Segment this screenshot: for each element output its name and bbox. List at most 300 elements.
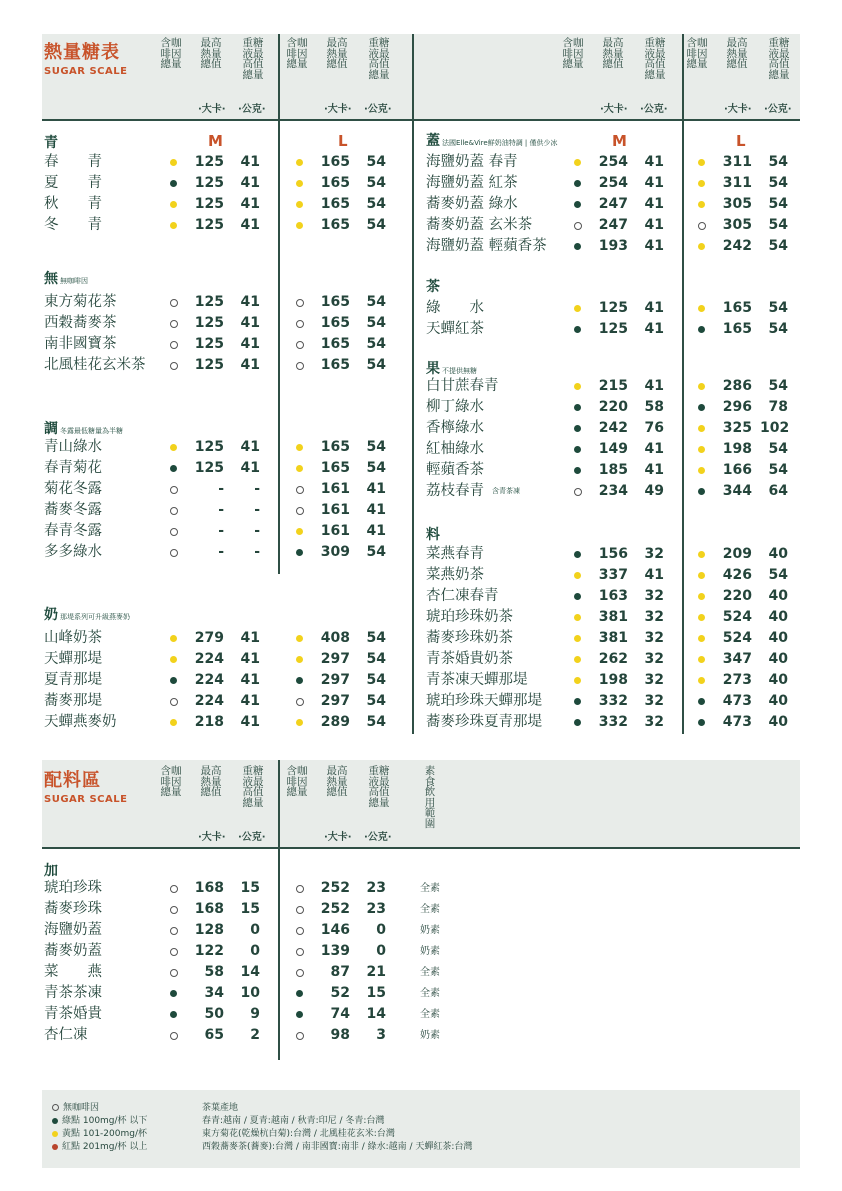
row-name: 海鹽奶蓋 bbox=[44, 922, 102, 938]
col-head-caffeine: 含咖啡因總量 bbox=[160, 765, 182, 798]
caffeine-dot-m bbox=[574, 383, 581, 390]
kcal-m: 149 bbox=[598, 441, 628, 457]
row-name: 菊花冬露 bbox=[44, 481, 102, 497]
sugar-m: 41 bbox=[644, 154, 664, 170]
row-name: 冬 青 bbox=[44, 217, 102, 233]
sugar-m: 41 bbox=[240, 630, 260, 646]
kcal-m: 34 bbox=[204, 985, 224, 1001]
sugar-m: 41 bbox=[240, 217, 260, 233]
diet-type: 奶素 bbox=[420, 1030, 440, 1041]
section-note: 冬露最低糖量為半糖 bbox=[60, 427, 123, 435]
section-title bbox=[426, 524, 440, 544]
row-name: 秋 青 bbox=[44, 196, 102, 212]
sugar-l: 64 bbox=[768, 483, 788, 499]
row-name: 琥珀珍珠奶茶 bbox=[426, 609, 513, 625]
unit-gram: ·公克· bbox=[238, 104, 266, 115]
kcal-m: - bbox=[218, 481, 224, 497]
table-row bbox=[0, 152, 842, 173]
caffeine-dot-m bbox=[170, 528, 178, 536]
sugar-l: 54 bbox=[768, 378, 788, 394]
row-name: 琥珀珍珠 bbox=[44, 880, 102, 896]
sugar-m: 10 bbox=[240, 985, 260, 1001]
table-row bbox=[0, 670, 842, 691]
row-name: 南非國寶茶 bbox=[44, 336, 117, 352]
sugar-m: 41 bbox=[240, 460, 260, 476]
caffeine-dot-l bbox=[296, 906, 304, 914]
kcal-l: 524 bbox=[722, 630, 752, 646]
sugar-l: 54 bbox=[366, 196, 386, 212]
kcal-m: 125 bbox=[194, 460, 224, 476]
kcal-m: 247 bbox=[598, 196, 628, 212]
col-head-sugar: 重糖液最高值總量 bbox=[242, 765, 264, 809]
row-name: 天蟬那堤 bbox=[44, 651, 102, 667]
col-head-caffeine: 含咖啡因總量 bbox=[686, 37, 708, 70]
kcal-m: - bbox=[218, 502, 224, 518]
row-name: 青茶婚貴 bbox=[44, 1006, 102, 1022]
caffeine-dot-m bbox=[574, 243, 581, 250]
kcal-l: 242 bbox=[722, 238, 752, 254]
sugar-m: 41 bbox=[644, 217, 664, 233]
row-name: 蕎麥珍珠 bbox=[44, 901, 102, 917]
sugar-l: 41 bbox=[366, 523, 386, 539]
legend-text: 紅點 201mg/杯 以上 bbox=[62, 1142, 148, 1152]
row-name: 青茶茶凍 bbox=[44, 985, 102, 1001]
sugar-l: 102 bbox=[760, 420, 790, 436]
caffeine-dot-l bbox=[698, 572, 705, 579]
legend-dot-y bbox=[52, 1131, 58, 1137]
legend-item bbox=[52, 1141, 147, 1154]
caffeine-dot-l bbox=[698, 305, 705, 312]
row-name: 北風桂花玄米茶 bbox=[44, 357, 146, 373]
caffeine-dot-l bbox=[698, 719, 705, 726]
sugar-l: 40 bbox=[768, 714, 788, 730]
row-name: 天蟬紅茶 bbox=[426, 321, 484, 337]
kcal-m: 156 bbox=[598, 546, 628, 562]
kcal-l: 209 bbox=[722, 546, 752, 562]
kcal-m: 125 bbox=[194, 439, 224, 455]
kcal-m: 168 bbox=[194, 901, 224, 917]
row-note: 含青茶凍 bbox=[492, 487, 520, 495]
table-row bbox=[0, 628, 842, 649]
kcal-l: 161 bbox=[320, 523, 350, 539]
kcal-l: 87 bbox=[330, 964, 350, 980]
sugar-l: 41 bbox=[366, 481, 386, 497]
kcal-l: 297 bbox=[320, 693, 350, 709]
table-row bbox=[0, 649, 842, 670]
sugar-m: 15 bbox=[240, 901, 260, 917]
kcal-m: 125 bbox=[194, 217, 224, 233]
kcal-m: 163 bbox=[598, 588, 628, 604]
kcal-m: 125 bbox=[194, 196, 224, 212]
caffeine-dot-l bbox=[296, 948, 304, 956]
row-name: 杏仁凍春青 bbox=[426, 588, 499, 604]
sugar-m: 41 bbox=[240, 714, 260, 730]
kcal-m: 193 bbox=[598, 238, 628, 254]
diet-type: 奶素 bbox=[420, 946, 440, 957]
sugar-l: 54 bbox=[366, 672, 386, 688]
sugar-m: 41 bbox=[644, 321, 664, 337]
sugar-l: 3 bbox=[376, 1027, 386, 1043]
sugar-m: 41 bbox=[240, 672, 260, 688]
col-head-sugar: 重糖液最高值總量 bbox=[368, 37, 390, 81]
row-name: 琥珀珍珠天蟬那堤 bbox=[426, 693, 542, 709]
kcal-m: 224 bbox=[194, 672, 224, 688]
row-name: 青茶凍天蟬那堤 bbox=[426, 672, 528, 688]
section-title: 青 bbox=[44, 135, 58, 151]
kcal-m: 125 bbox=[194, 336, 224, 352]
caffeine-dot-l bbox=[296, 362, 304, 370]
row-name: 春青菊花 bbox=[44, 460, 102, 476]
kcal-l: 165 bbox=[320, 294, 350, 310]
legend-item bbox=[52, 1102, 147, 1115]
kcal-m: 58 bbox=[204, 964, 224, 980]
caffeine-dot-m bbox=[574, 656, 581, 663]
caffeine-dot-m bbox=[574, 719, 581, 726]
row-name: 青山綠水 bbox=[44, 439, 102, 455]
legend-text: 綠點 100mg/杯 以下 bbox=[62, 1116, 148, 1126]
unit-kcal: ·大卡· bbox=[324, 104, 352, 115]
kcal-m: 215 bbox=[598, 378, 628, 394]
table-row bbox=[0, 899, 842, 920]
caffeine-dot-l bbox=[698, 201, 705, 208]
sugar-m: 32 bbox=[644, 588, 664, 604]
caffeine-dot-m bbox=[170, 969, 178, 977]
sugar-l: 54 bbox=[366, 154, 386, 170]
unit-gram: ·公克· bbox=[764, 104, 792, 115]
size-label-l: L bbox=[736, 132, 746, 150]
sugar-l: 54 bbox=[366, 336, 386, 352]
caffeine-dot-l bbox=[296, 507, 304, 515]
kcal-l: 161 bbox=[320, 502, 350, 518]
section-char: 調 bbox=[44, 421, 58, 437]
row-name: 荔枝春青 bbox=[426, 483, 484, 499]
sugar-l: 54 bbox=[366, 651, 386, 667]
table-row bbox=[0, 878, 842, 899]
row-name: 蕎麥奶蓋 bbox=[44, 943, 102, 959]
kcal-m: 332 bbox=[598, 693, 628, 709]
kcal-l: 139 bbox=[320, 943, 350, 959]
kcal-m: 125 bbox=[194, 294, 224, 310]
kcal-m: 254 bbox=[598, 175, 628, 191]
kcal-l: 165 bbox=[722, 300, 752, 316]
kcal-l: 98 bbox=[330, 1027, 350, 1043]
kcal-l: 165 bbox=[320, 217, 350, 233]
col-head-kcal: 最高熱量總值 bbox=[602, 37, 624, 70]
kcal-m: 234 bbox=[598, 483, 628, 499]
kcal-l: 252 bbox=[320, 901, 350, 917]
row-name: 蕎麥那堤 bbox=[44, 693, 102, 709]
sugar-l: 54 bbox=[768, 462, 788, 478]
kcal-m: 337 bbox=[598, 567, 628, 583]
kcal-m: 254 bbox=[598, 154, 628, 170]
row-name: 夏 青 bbox=[44, 175, 102, 191]
sugar-m: - bbox=[254, 481, 260, 497]
unit-gram: ·公克· bbox=[364, 104, 392, 115]
caffeine-dot-m bbox=[170, 362, 178, 370]
header-rule bbox=[42, 119, 800, 121]
kcal-m: 168 bbox=[194, 880, 224, 896]
kcal-m: 128 bbox=[194, 922, 224, 938]
caffeine-dot-m bbox=[574, 635, 581, 642]
sugar-l: 54 bbox=[768, 175, 788, 191]
kcal-l: 146 bbox=[320, 922, 350, 938]
row-name: 海鹽奶蓋 春青 bbox=[426, 154, 518, 170]
table-row bbox=[0, 397, 842, 418]
sugar-m: 41 bbox=[240, 175, 260, 191]
kcal-l: 252 bbox=[320, 880, 350, 896]
kcal-l: 305 bbox=[722, 217, 752, 233]
kcal-l: 347 bbox=[722, 651, 752, 667]
caffeine-dot-l bbox=[698, 326, 705, 333]
sugar-m: 41 bbox=[644, 196, 664, 212]
sugar-m: 32 bbox=[644, 672, 664, 688]
caffeine-dot-l bbox=[698, 180, 705, 187]
toppings-subtitle: SUGAR SCALE bbox=[44, 794, 128, 805]
caffeine-dot-l bbox=[698, 404, 705, 411]
kcal-l: 524 bbox=[722, 609, 752, 625]
row-name: 菜燕春青 bbox=[426, 546, 484, 562]
sugar-m: - bbox=[254, 502, 260, 518]
sugar-l: 54 bbox=[366, 294, 386, 310]
row-name: 海鹽奶蓋 輕蘋香茶 bbox=[426, 238, 547, 254]
unit-gram: ·公克· bbox=[364, 832, 392, 843]
row-name: 山峰奶茶 bbox=[44, 630, 102, 646]
col-head-caffeine: 含咖啡因總量 bbox=[286, 37, 308, 70]
kcal-l: 344 bbox=[722, 483, 752, 499]
caffeine-dot-l bbox=[698, 446, 705, 453]
table-row bbox=[0, 941, 842, 962]
caffeine-dot-l bbox=[296, 528, 303, 535]
sugar-m: 32 bbox=[644, 630, 664, 646]
sugar-m: 41 bbox=[644, 441, 664, 457]
kcal-l: 289 bbox=[320, 714, 350, 730]
legend-item bbox=[52, 1128, 147, 1141]
kcal-m: 220 bbox=[598, 399, 628, 415]
caffeine-dot-l bbox=[698, 243, 705, 250]
kcal-m: 198 bbox=[598, 672, 628, 688]
sugar-l: 15 bbox=[366, 985, 386, 1001]
caffeine-dot-m bbox=[170, 906, 178, 914]
kcal-l: 52 bbox=[330, 985, 350, 1001]
sugar-m: 41 bbox=[240, 196, 260, 212]
diet-type: 全素 bbox=[420, 1009, 440, 1020]
kcal-l: 165 bbox=[320, 175, 350, 191]
row-name: 春青冬露 bbox=[44, 523, 102, 539]
table-row bbox=[0, 544, 842, 565]
sugar-m: 41 bbox=[240, 315, 260, 331]
kcal-m: 122 bbox=[194, 943, 224, 959]
kcal-m: 50 bbox=[204, 1006, 224, 1022]
kcal-m: 224 bbox=[194, 693, 224, 709]
caffeine-dot-l bbox=[698, 593, 705, 600]
legend-text: 無咖啡因 bbox=[63, 1103, 100, 1113]
kcal-m: 218 bbox=[194, 714, 224, 730]
sugar-l: 54 bbox=[768, 321, 788, 337]
unit-kcal: ·大卡· bbox=[198, 832, 226, 843]
table-row bbox=[0, 439, 842, 460]
section-char: 果 bbox=[426, 361, 440, 377]
sugar-m: 41 bbox=[240, 357, 260, 373]
table-row bbox=[0, 355, 842, 376]
kcal-l: 296 bbox=[722, 399, 752, 415]
sugar-l: 54 bbox=[366, 714, 386, 730]
kcal-l: 297 bbox=[320, 651, 350, 667]
table-row bbox=[0, 920, 842, 941]
kcal-l: 165 bbox=[320, 439, 350, 455]
sugar-l: 54 bbox=[366, 630, 386, 646]
row-name: 春 青 bbox=[44, 154, 102, 170]
kcal-m: 381 bbox=[598, 630, 628, 646]
table-row bbox=[0, 691, 842, 712]
sugar-l: 40 bbox=[768, 651, 788, 667]
unit-gram: ·公克· bbox=[238, 832, 266, 843]
sugar-l: 40 bbox=[768, 588, 788, 604]
sugar-m: 32 bbox=[644, 651, 664, 667]
sugar-m: 32 bbox=[644, 714, 664, 730]
kcal-l: 309 bbox=[320, 544, 350, 560]
table-row bbox=[0, 565, 842, 586]
caffeine-dot-l bbox=[296, 885, 304, 893]
header-band-toppings bbox=[42, 760, 800, 848]
caffeine-dot-m bbox=[574, 614, 581, 621]
sugar-m: 41 bbox=[644, 462, 664, 478]
caffeine-dot-m bbox=[574, 222, 582, 230]
kcal-l: 220 bbox=[722, 588, 752, 604]
kcal-l: 165 bbox=[320, 315, 350, 331]
caffeine-dot-m bbox=[170, 1032, 178, 1040]
sugar-m: 76 bbox=[644, 420, 664, 436]
legend-text: 黃點 101-200mg/杯 bbox=[62, 1129, 147, 1139]
row-name: 多多綠水 bbox=[44, 544, 102, 560]
sugar-m: 0 bbox=[250, 943, 260, 959]
caffeine-dot-m bbox=[574, 446, 581, 453]
row-name: 蕎麥奶蓋 玄米茶 bbox=[426, 217, 533, 233]
kcal-l: 286 bbox=[722, 378, 752, 394]
legend-dot-r bbox=[52, 1144, 58, 1150]
sugar-m: 41 bbox=[644, 238, 664, 254]
kcal-m: - bbox=[218, 523, 224, 539]
table-row bbox=[0, 481, 842, 502]
sugar-l: 54 bbox=[366, 693, 386, 709]
section-char: 蓋 bbox=[426, 133, 440, 149]
legend-item bbox=[52, 1115, 147, 1128]
sugar-m: 15 bbox=[240, 880, 260, 896]
caffeine-dot-m bbox=[574, 326, 581, 333]
sugar-m: 2 bbox=[250, 1027, 260, 1043]
toppings-header-rule bbox=[42, 847, 800, 849]
row-name: 柳丁綠水 bbox=[426, 399, 484, 415]
sugar-l: 54 bbox=[366, 175, 386, 191]
section-char: 無 bbox=[44, 271, 58, 287]
sugar-l: 54 bbox=[768, 154, 788, 170]
sugar-l: 54 bbox=[768, 300, 788, 316]
sugar-m: 41 bbox=[240, 439, 260, 455]
sugar-l: 41 bbox=[366, 502, 386, 518]
sugar-l: 40 bbox=[768, 693, 788, 709]
page-title: 熱量糖表 bbox=[44, 42, 120, 63]
section-char: 茶 bbox=[426, 279, 440, 295]
sugar-l: 40 bbox=[768, 672, 788, 688]
sugar-l: 54 bbox=[768, 217, 788, 233]
caffeine-dot-m bbox=[574, 180, 581, 187]
sugar-m: 58 bbox=[644, 399, 664, 415]
caffeine-dot-m bbox=[170, 1011, 177, 1018]
kcal-m: 332 bbox=[598, 714, 628, 730]
row-name: 蕎麥奶蓋 綠水 bbox=[426, 196, 518, 212]
row-name: 蕎麥珍珠夏青那堤 bbox=[426, 714, 542, 730]
col-head-kcal: 最高熱量總值 bbox=[726, 37, 748, 70]
caffeine-dot-l bbox=[698, 698, 705, 705]
kcal-l: 165 bbox=[320, 336, 350, 352]
table-row bbox=[0, 983, 842, 1004]
row-name: 白甘蔗春青 bbox=[426, 378, 499, 394]
kcal-l: 311 bbox=[722, 175, 752, 191]
sugar-l: 0 bbox=[376, 943, 386, 959]
table-row bbox=[0, 586, 842, 607]
table-row bbox=[0, 1025, 842, 1046]
caffeine-dot-m bbox=[170, 927, 178, 935]
row-name: 菜燕奶茶 bbox=[426, 567, 484, 583]
table-row bbox=[0, 236, 842, 257]
caffeine-dot-m bbox=[574, 404, 581, 411]
caffeine-dot-m bbox=[574, 467, 581, 474]
sugar-l: 40 bbox=[768, 546, 788, 562]
kcal-m: 125 bbox=[194, 315, 224, 331]
sugar-l: 54 bbox=[768, 238, 788, 254]
table-row bbox=[0, 376, 842, 397]
caffeine-dot-l bbox=[296, 969, 304, 977]
kcal-m: 125 bbox=[598, 321, 628, 337]
sugar-l: 14 bbox=[366, 1006, 386, 1022]
kcal-m: 185 bbox=[598, 462, 628, 478]
kcal-m: 125 bbox=[194, 175, 224, 191]
caffeine-dot-m bbox=[574, 677, 581, 684]
kcal-l: 198 bbox=[722, 441, 752, 457]
sugar-l: 0 bbox=[376, 922, 386, 938]
diet-type: 全素 bbox=[420, 967, 440, 978]
caffeine-dot-m bbox=[574, 159, 581, 166]
sugar-m: 32 bbox=[644, 693, 664, 709]
kcal-l: 311 bbox=[722, 154, 752, 170]
diet-type: 全素 bbox=[420, 904, 440, 915]
sugar-m: 41 bbox=[240, 336, 260, 352]
sugar-m: 49 bbox=[644, 483, 664, 499]
kcal-l: 165 bbox=[722, 321, 752, 337]
caffeine-dot-l bbox=[698, 467, 705, 474]
kcal-m: 224 bbox=[194, 651, 224, 667]
section-title: 加 bbox=[44, 863, 58, 879]
row-name: 輕蘋香茶 bbox=[426, 462, 484, 478]
caffeine-dot-m bbox=[574, 572, 581, 579]
kcal-m: 65 bbox=[204, 1027, 224, 1043]
table-row bbox=[0, 460, 842, 481]
unit-kcal: ·大卡· bbox=[724, 104, 752, 115]
sugar-l: 54 bbox=[768, 567, 788, 583]
kcal-m: 262 bbox=[598, 651, 628, 667]
section-note: 法國Elle&Vire鮮奶油特調 | 僅供少冰 bbox=[442, 139, 558, 147]
caffeine-dot-l bbox=[296, 927, 304, 935]
row-name: 菜 燕 bbox=[44, 964, 102, 980]
caffeine-dot-l bbox=[698, 614, 705, 621]
sugar-m: 41 bbox=[644, 567, 664, 583]
sugar-l: 54 bbox=[366, 439, 386, 455]
sugar-m: 41 bbox=[240, 154, 260, 170]
sugar-l: 54 bbox=[366, 357, 386, 373]
caffeine-dot-l bbox=[698, 425, 705, 432]
kcal-m: 125 bbox=[194, 154, 224, 170]
caffeine-dot-m bbox=[170, 507, 178, 515]
table-row bbox=[0, 521, 842, 542]
